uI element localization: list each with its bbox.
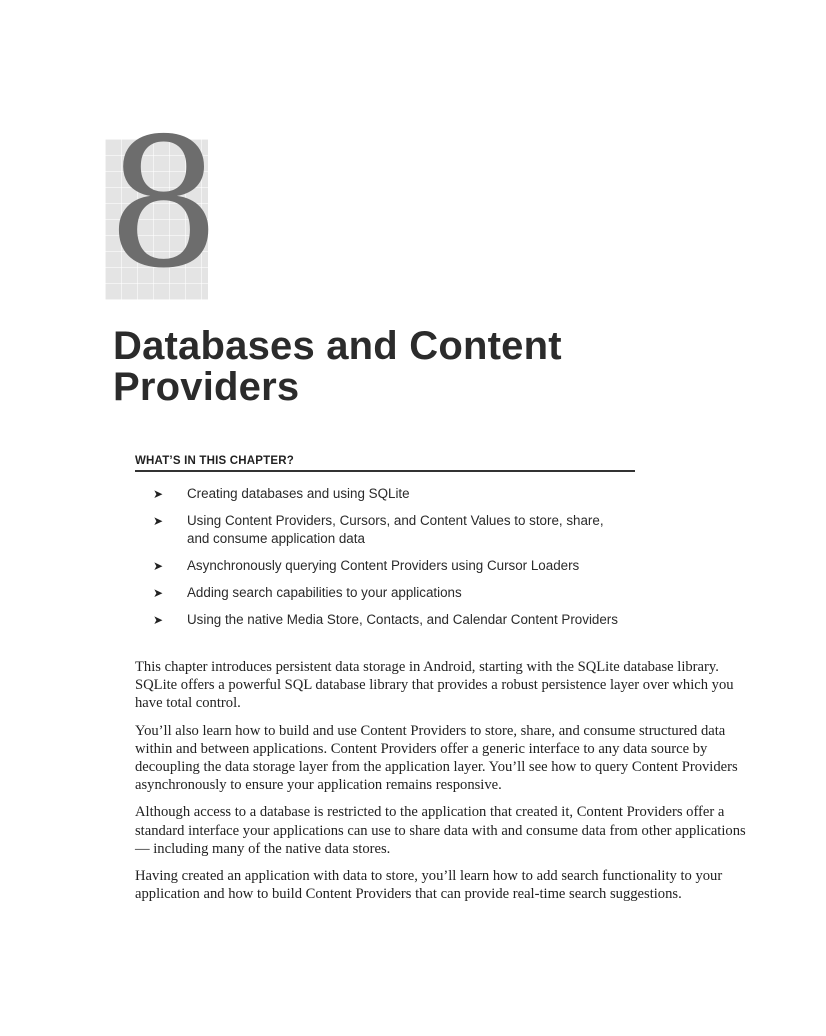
chapter-number: 8: [107, 100, 221, 307]
chapter-number-badge: [105, 100, 221, 307]
toc-item: [153, 611, 623, 629]
body-paragraph: Although access to a database is restricted to the application that created it, Content Providers offer a standard interface your applications can use to share data with and consume data from other applications — including many of the native data stores.: [135, 804, 746, 857]
toc-item-text: Using the native Media Store, Contacts, and Calendar Content Providers: [187, 612, 618, 627]
toc-item-text: Creating databases and using SQLite: [187, 486, 410, 501]
chapter-title: Databases and Content Providers: [113, 324, 562, 409]
toc-item: [153, 584, 623, 602]
body-paragraph: Having created an application with data to store, you’ll learn how to add search functionality to your application and how to build Content Providers that can provide real-time search suggestions.: [135, 868, 723, 903]
arrowhead-bullet-icon: ➤: [153, 613, 164, 627]
toc-item: [153, 485, 623, 503]
arrowhead-bullet-icon: ➤: [153, 514, 164, 528]
toc-item-text: Adding search capabilities to your applications: [187, 585, 462, 600]
arrowhead-bullet-icon: ➤: [153, 559, 164, 573]
toc-item-text: Using Content Providers, Cursors, and Content Values to store, share, and consume application data: [187, 513, 604, 546]
body-paragraph: This chapter introduces persistent data storage in Android, starting with the SQLite database library. SQLite offers a powerful SQL database library that provides a robust persistence layer over which you have total control.: [135, 659, 734, 712]
arrowhead-bullet-icon: ➤: [153, 586, 164, 600]
arrowhead-bullet-icon: ➤: [153, 487, 164, 501]
body-paragraph: You’ll also learn how to build and use Content Providers to store, share, and consume structured data within and between applications. Content Providers offer a generic interface to any data source by decoupling the data storage layer from the application layer. You’ll see how to query Content Providers asynchronously to ensure your application remains responsive.: [135, 722, 738, 794]
toc-item: [153, 557, 623, 575]
toc-heading: WHAT’S IN THIS CHAPTER?: [135, 455, 635, 472]
toc-item-text: Asynchronously querying Content Providers using Cursor Loaders: [187, 558, 580, 573]
chapter-intro-body: [135, 658, 753, 912]
toc-item: [153, 512, 623, 548]
toc-list: [153, 485, 623, 638]
